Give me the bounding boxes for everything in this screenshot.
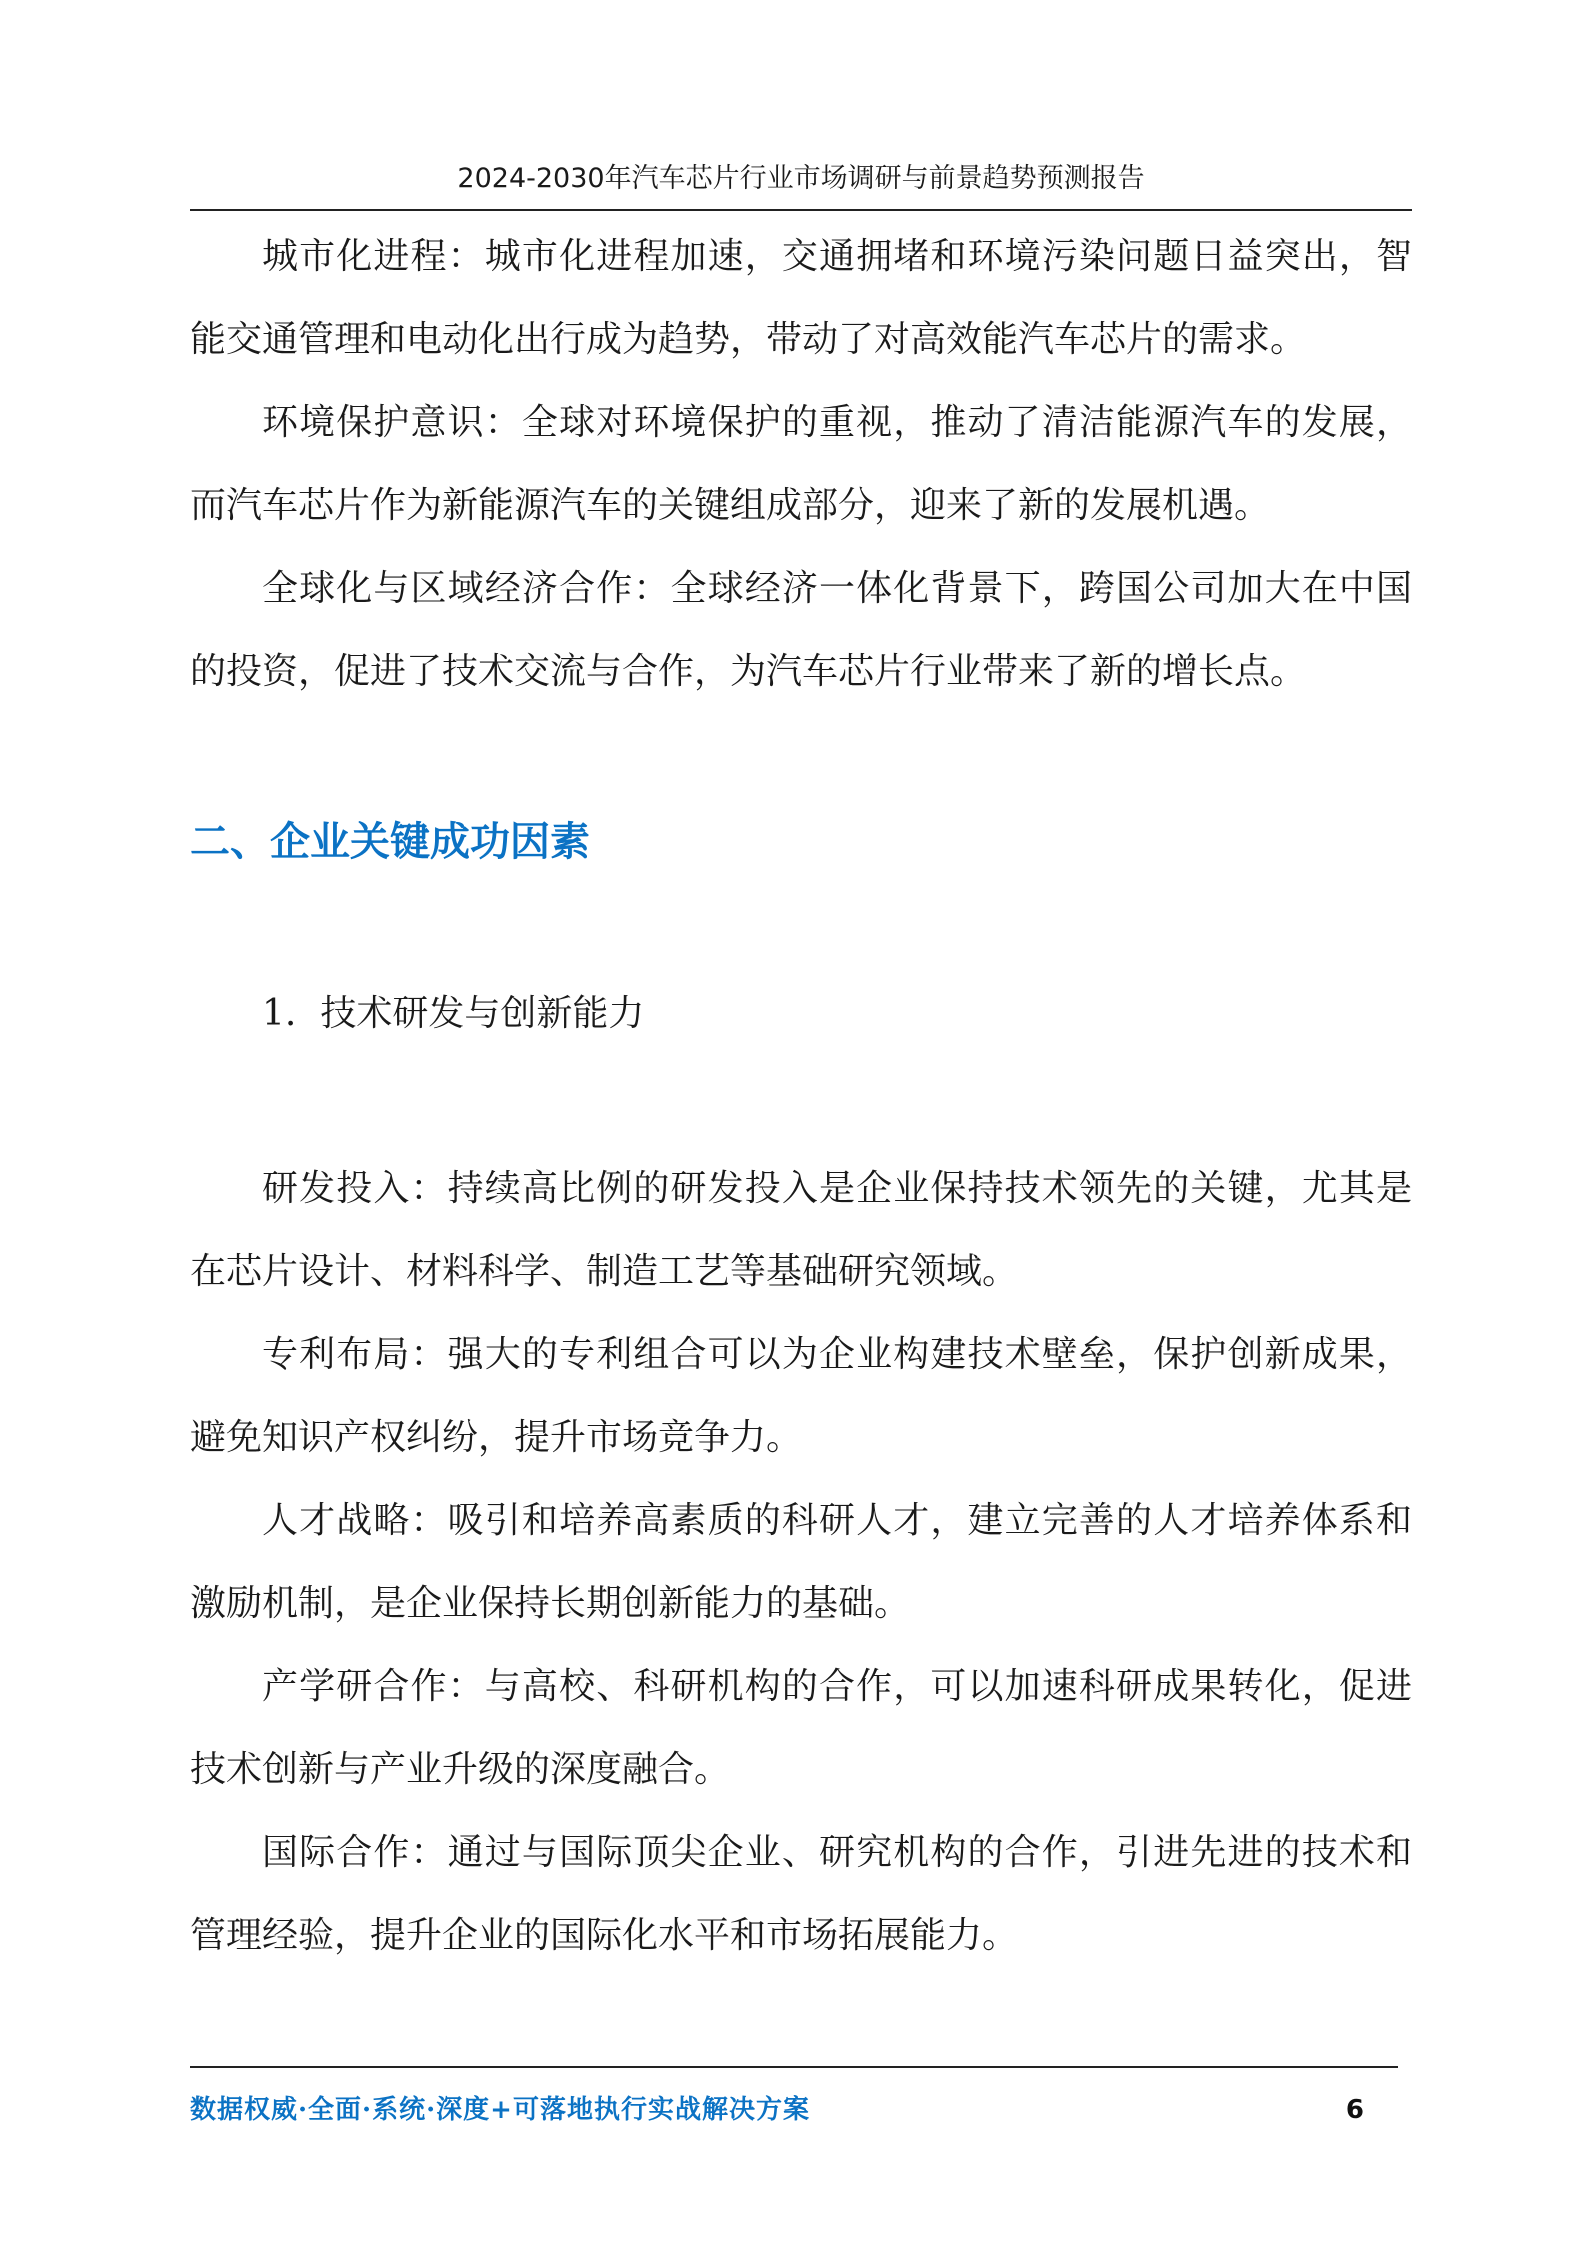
footer-tagline: 数据权威·全面·系统·深度+可落地执行实战解决方案: [190, 2095, 810, 2125]
section-heading: 二、企业关键成功因素: [190, 819, 590, 865]
subsection-heading: [262, 984, 1362, 1044]
paragraph: 国际合作：通过与国际顶尖企业、研究机构的合作，引进先进的技术和管理经验，提升企业的国际化水平和市场拓展能力。: [190, 1832, 1412, 1956]
page-number: 6: [1345, 2095, 1364, 2125]
header-divider: [190, 209, 1412, 211]
paragraph: 产学研合作：与高校、科研机构的合作，可以加速科研成果转化，促进技术创新与产业升级的深度融合。: [190, 1666, 1412, 1790]
paragraph: 城市化进程：城市化进程加速，交通拥堵和环境污染问题日益突出，智能交通管理和电动化出行成为趋势，带动了对高效能汽车芯片的需求。: [190, 236, 1412, 360]
paragraph: 研发投入：持续高比例的研发投入是企业保持技术领先的关键，尤其是在芯片设计、材料科学、制造工艺等基础研究领域。: [190, 1168, 1412, 1292]
paragraph: 专利布局：强大的专利组合可以为企业构建技术壁垒，保护创新成果，避免知识产权纠纷，提升市场竞争力。: [190, 1334, 1412, 1458]
subsection-title: 技术研发与创新能力: [320, 993, 645, 1034]
paragraph: 人才战略：吸引和培养高素质的科研人才，建立完善的人才培养体系和激励机制，是企业保持长期创新能力的基础。: [190, 1500, 1412, 1624]
footer-divider: [190, 2066, 1398, 2068]
body-block-top: [190, 215, 1412, 713]
subsection-number: 1.: [262, 993, 297, 1034]
paragraph: 全球化与区域经济合作：全球经济一体化背景下，跨国公司加大在中国的投资，促进了技术交流与合作，为汽车芯片行业带来了新的增长点。: [190, 568, 1412, 692]
paragraph: 环境保护意识：全球对环境保护的重视，推动了清洁能源汽车的发展，而汽车芯片作为新能源汽车的关键组成部分，迎来了新的发展机遇。: [190, 402, 1412, 526]
body-block-bottom: [190, 1147, 1412, 1977]
page-header-title: 2024-2030年汽车芯片行业市场调研与前景趋势预测报告: [457, 163, 1145, 194]
